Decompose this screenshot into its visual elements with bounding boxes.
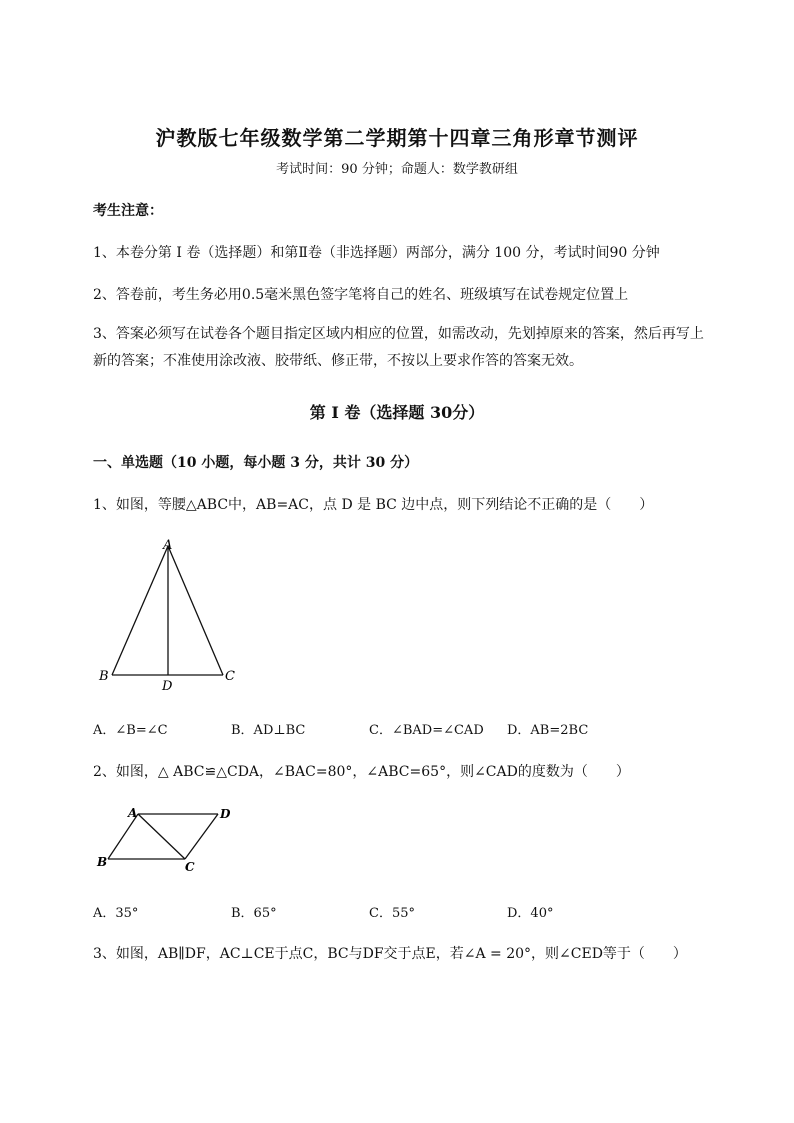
notice-item-2: 2、答卷前，考生务必用0.5毫米黑色签字笔将自己的姓名、班级填写在试卷规定位置上 xyxy=(93,287,629,303)
q2-option-c[interactable]: C．55° xyxy=(369,906,415,921)
label-b: B xyxy=(97,855,108,869)
q2-option-a[interactable]: A．35° xyxy=(93,906,139,921)
q1-option-b[interactable]: B．AD⊥BC xyxy=(231,723,306,738)
side-cd xyxy=(185,814,218,859)
label-d: D xyxy=(220,807,231,821)
question-3-stem: 3、如图，AB∥DF，AC⊥CE于点C，BC与DF交于点E，若∠A = 20°，则∠CED等于（ ） xyxy=(93,946,687,962)
question-2-figure xyxy=(90,800,250,880)
question-1-figure xyxy=(90,530,250,695)
q1-option-d[interactable]: D．AB=2BC xyxy=(507,723,589,738)
q2-option-d[interactable]: D．40° xyxy=(507,906,554,921)
label-b: B xyxy=(99,669,109,684)
question-1-stem: 1、如图，等腰△ABC中，AB=AC，点 D 是 BC 边中点，则下列结论不正确的是（ ） xyxy=(93,497,654,513)
side-ab xyxy=(108,814,138,859)
diagonal-ac xyxy=(138,814,185,859)
side-ac xyxy=(168,546,223,675)
exam-info: 考试时间：90 分钟；命题人：数学教研组 xyxy=(276,162,518,177)
label-d: D xyxy=(162,679,173,694)
section-title: 一、单选题（10 小题，每小题 3 分，共计 30 分） xyxy=(93,455,419,471)
notice-item-3: 3、答案必须写在试卷各个题目指定区域内相应的位置，如需改动，先划掉原来的答案，然后再写上新的答案；不准使用涂改液、胶带纸、修正带，不按以上要求作答的答案无效。 xyxy=(93,326,704,369)
label-c: C xyxy=(225,669,235,684)
page-title: 沪教版七年级数学第二学期第十四章三角形章节测评 xyxy=(155,126,639,150)
question-2-stem: 2、如图，△ ABC≌△CDA，∠BAC=80°，∠ABC=65°，则∠CAD的度数为（ ） xyxy=(93,764,630,780)
part-title: 第 I 卷（选择题 30分） xyxy=(309,403,485,422)
notice-heading: 考生注意： xyxy=(93,203,163,219)
notice-item-1: 1、本卷分第 I 卷（选择题）和第Ⅱ卷（非选择题）两部分，满分 100 分，考试时间90 分钟 xyxy=(93,245,660,261)
q2-option-b[interactable]: B．65° xyxy=(231,906,277,921)
q1-option-c[interactable]: C．∠BAD=∠CAD xyxy=(369,723,484,738)
label-c: C xyxy=(185,860,195,874)
q1-option-a[interactable]: A．∠B=∠C xyxy=(93,723,168,738)
label-a: A xyxy=(128,806,138,820)
label-a: A xyxy=(163,538,173,553)
side-ab xyxy=(112,546,168,675)
